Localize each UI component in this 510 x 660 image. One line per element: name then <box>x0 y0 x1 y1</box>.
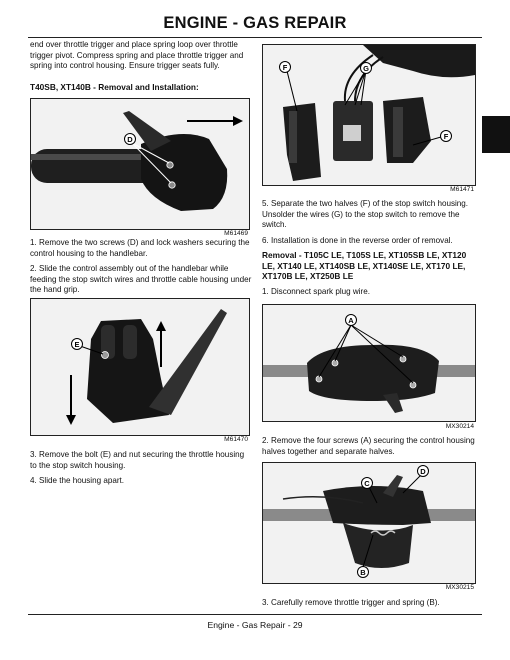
step-1-text: 1. Remove the two screws (D) and lock washers securing the control housing to the handlebar. <box>30 238 250 258</box>
figure-1-id: M61469 <box>224 230 248 237</box>
figure-2-id: M61470 <box>224 436 248 443</box>
step-r3 <box>262 598 476 614</box>
step-4-text: 4. Slide the housing apart. <box>30 476 125 486</box>
step-2-text: 2. Slide the control assembly out of the handlebar while feeding the stop switch wires and throttle cable housing under the hand grip. <box>30 264 252 295</box>
callout-d: D <box>127 134 133 144</box>
figure-1-illustration <box>31 99 249 229</box>
callout-c: C <box>364 478 370 488</box>
steps-5-6 <box>262 199 476 251</box>
figure-throttle-housing-bolt <box>30 298 250 436</box>
figure-control-housing-handlebar <box>30 98 250 230</box>
figure-2-illustration <box>31 299 249 435</box>
figure-3-id: M61471 <box>450 186 474 193</box>
step-r3-text: 3. Carefully remove throttle trigger and spring (B). <box>262 598 440 607</box>
callout-b: B <box>360 567 366 577</box>
step-6-text: 6. Installation is done in the reverse order of removal. <box>262 235 453 245</box>
intro-text: end over throttle trigger and place spring loop over throttle trigger pivot. Compress spring and place throttle trigger and spring into control housing. Ensure trigger seats fully. <box>30 40 244 71</box>
figure-control-housing-screws <box>262 304 476 422</box>
callout-f-right: F <box>443 131 449 141</box>
figure-stop-switch-halves <box>262 44 476 186</box>
step-r1-text: 1. Disconnect spark plug wire. <box>262 287 370 296</box>
callout-a: A <box>348 315 354 325</box>
section-tab-marker <box>482 116 510 153</box>
callout-g: G <box>363 63 369 73</box>
figure-5-id: MX30215 <box>445 584 474 591</box>
section-heading-t40sb: T40SB, XT140B - Removal and Installation: <box>30 82 199 92</box>
callout-d: D <box>420 466 426 476</box>
step-r2-text: 2. Remove the four screws (A) securing the control housing halves together and separate halves. <box>262 436 475 456</box>
step-5-text: 5. Separate the two halves (F) of the stop switch housing. Unsolder the wires (G) to the stop switch to remove the switch. <box>262 199 469 230</box>
callout-f-left: F <box>282 62 288 72</box>
step-r1 <box>262 287 476 303</box>
callout-e: E <box>74 339 80 349</box>
figure-throttle-trigger-spring <box>262 462 476 584</box>
intro-paragraph <box>30 40 252 77</box>
steps-3-4 <box>30 450 252 492</box>
figure-4-illustration <box>263 305 475 421</box>
header-rule <box>28 37 482 38</box>
page-footer: Engine - Gas Repair - 29 <box>207 620 303 630</box>
figure-5-illustration <box>263 463 475 583</box>
figure-3-illustration <box>263 45 475 185</box>
steps-1-2 <box>30 238 252 301</box>
figure-4-id: MX30214 <box>445 423 474 430</box>
step-3-text: 3. Remove the bolt (E) and nut securing the throttle housing to the stop switch housing. <box>30 450 245 470</box>
section-heading-removal-le: Removal - T105C LE, T105S LE, XT105SB LE, XT120 LE, XT140 LE, XT140SB LE, XT140SE LE, XT170 LE, XT170B LE, XT250B LE <box>262 250 467 282</box>
page-title: ENGINE - GAS REPAIR <box>163 14 347 32</box>
step-r2 <box>262 436 476 462</box>
footer-rule <box>28 614 482 615</box>
